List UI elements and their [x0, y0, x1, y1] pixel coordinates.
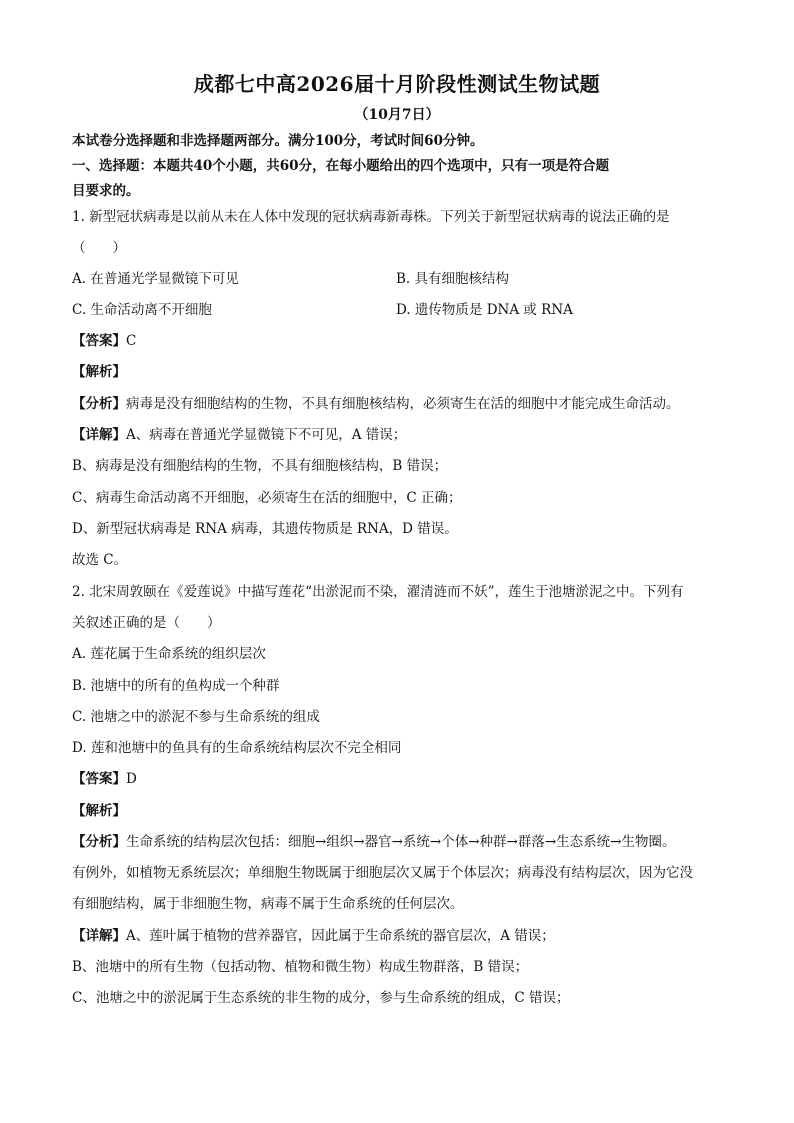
q1-option-a: A. 在普通光学显微镜下可见: [72, 271, 239, 287]
fenxi-tag: 【分析】: [72, 396, 126, 412]
q1-stem-line-2: （ ）: [72, 240, 126, 256]
detail-text: A、病毒在普通光学显微镜下不可见，A 错误；: [126, 427, 407, 443]
q2-fenxi-line-2: 有例外，如植物无系统层次；单细胞生物既属于细胞层次又属于个体层次；病毒没有结构层次，因为它没: [72, 865, 693, 881]
intro-line-2: 一、选择题：本题共40个小题，共60分，在每小题给出的四个选项中，只有一项是符合题: [72, 158, 610, 174]
xiangjie-tag: 【详解】: [72, 928, 126, 944]
q2-option-a: A. 莲花属于生命系统的组织层次: [72, 646, 266, 662]
q1-conclusion: 故选 C。: [72, 552, 128, 568]
q1-fenxi: [72, 394, 732, 414]
fenxi-text: 病毒是没有细胞结构的生物，不具有细胞核结构，必须寄生在活的细胞中才能完成生命活动。: [126, 396, 680, 412]
q2-fenxi-line-3: 有细胞结构，属于非细胞生物，病毒不属于生命系统的任何层次。: [72, 896, 464, 912]
answer-tag: 【答案】: [72, 771, 126, 787]
q1-detail-c: C、病毒生命活动离不开细胞，必须寄生在活的细胞中，C 正确；: [72, 490, 462, 506]
answer-value: C: [126, 333, 137, 349]
q1-detail-d: D、新型冠状病毒是 RNA 病毒，其遗传物质是 RNA，D 错误。: [72, 521, 458, 537]
answer-tag: 【答案】: [72, 333, 126, 349]
q2-fenxi-line-1: [72, 832, 732, 852]
q2-analysis-tag: 【解析】: [72, 803, 126, 819]
intro-line-1: 本试卷分选择题和非选择题两部分。满分100分，考试时间60分钟。: [72, 133, 484, 149]
fenxi-text: 生命系统的结构层次包括：细胞→组织→器官→系统→个体→种群→群落→生态系统→生物圈。: [126, 834, 676, 850]
q2-stem-line-2: 关叙述正确的是（ ）: [72, 615, 221, 631]
q1-option-b: B. 具有细胞核结构: [396, 271, 510, 287]
xiangjie-tag: 【详解】: [72, 427, 126, 443]
q2-detail-b: B、池塘中的所有生物（包括动物、植物和微生物）构成生物群落，B 错误；: [72, 959, 529, 975]
q2-detail-a: [72, 926, 732, 946]
q1-analysis-tag: 【解析】: [72, 364, 126, 380]
q1-stem-line-1: 1. 新型冠状病毒是以前从未在人体中发现的冠状病毒新毒株。下列关于新型冠状病毒的说法正确的是: [72, 209, 670, 225]
intro-line-3: 目要求的。: [72, 183, 140, 199]
q2-option-b: B. 池塘中的所有的鱼构成一个种群: [72, 678, 280, 694]
detail-text: A、莲叶属于植物的营养器官，因此属于生命系统的器官层次，A 错误；: [126, 928, 555, 944]
q1-option-d: D. 遗传物质是 DNA 或 RNA: [396, 302, 573, 318]
q2-option-d: D. 莲和池塘中的鱼具有的生命系统结构层次不完全相同: [72, 740, 402, 756]
q2-stem-line-1: 2. 北宋周敦颐在《爱莲说》中描写莲花“出淤泥而不染，濯清涟而不妖”，莲生于池塘淤泥之中。下列有: [72, 584, 684, 600]
q1-option-c: C. 生命活动离不开细胞: [72, 302, 212, 318]
fenxi-tag: 【分析】: [72, 834, 126, 850]
q1-detail-b: B、病毒是没有细胞结构的生物，不具有细胞核结构，B 错误；: [72, 458, 448, 474]
q1-answer: [72, 331, 732, 351]
q2-detail-c: C、池塘之中的淤泥属于生态系统的非生物的成分，参与生命系统的组成，C 错误；: [72, 990, 570, 1006]
q2-answer: [72, 769, 732, 789]
answer-value: D: [126, 771, 137, 787]
q2-option-c: C. 池塘之中的淤泥不参与生命系统的组成: [72, 709, 320, 725]
page-title: 成都七中高2026届十月阶段性测试生物试题: [193, 72, 601, 96]
q1-detail-a: [72, 425, 732, 445]
exam-date: （10月7日）: [354, 107, 440, 123]
